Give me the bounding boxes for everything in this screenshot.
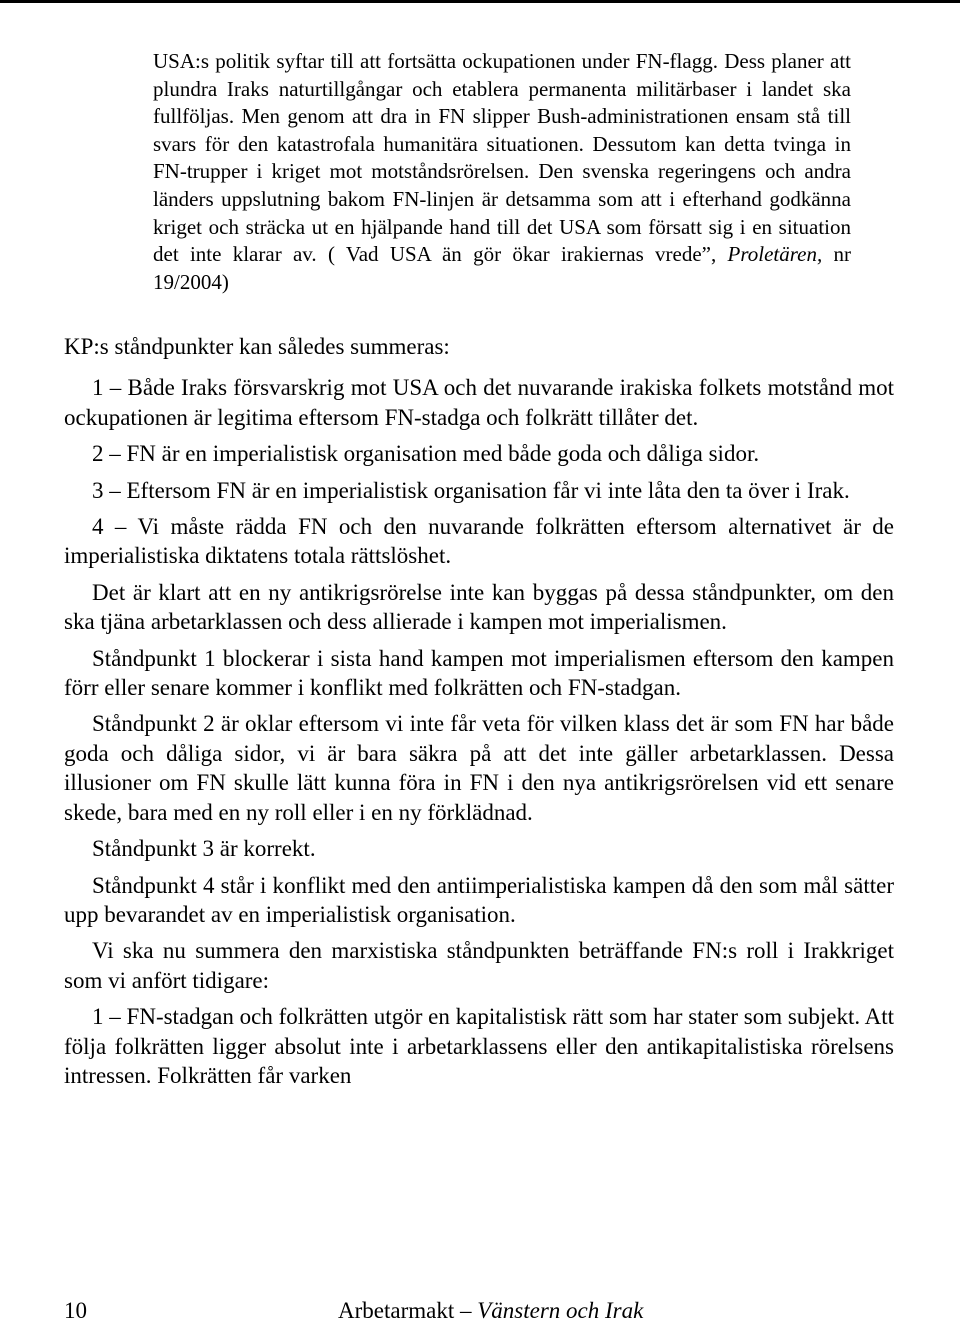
quote-text: USA:s politik syftar till att fortsätta ockupationen under FN-flagg. Dess planer att plundra Iraks naturtillgångar och etablera permanenta militärbaser i landet ska fullföljas. Men genom att dra in FN slipper Bush-administrationen ensam stå till svars för den katastrofala humanitära situationen. Dessutom kan detta tvinga in FN-trupper i kriget mot motståndsrörelsen. Den svenska regeringens och andra länders uppslutning bakom FN-linjen är detsamma som att i efterhand godkänna kriget och sträcka ut en hjälpande hand till det USA som försatt sig i en situation det inte klarar av. ( Vad USA än gör ökar irakiernas vrede”, bbox=[153, 49, 851, 267]
publication-name: Arbetarmakt bbox=[338, 1298, 455, 1323]
quote-paragraph bbox=[153, 48, 851, 296]
running-footer-title bbox=[338, 1298, 643, 1324]
quote-source-title: Proletären, bbox=[727, 242, 823, 267]
top-rule bbox=[0, 0, 960, 3]
point-3: 3 – Eftersom FN är en imperialistisk organisation får vi inte låta den ta över i Irak. bbox=[92, 477, 850, 503]
paragraph-standpoint-4: Ståndpunkt 4 står i konflikt med den antiimperialistiska kampen då den som mål sätter upp bevarandet av en imperialistisk organisation. bbox=[64, 872, 894, 927]
point-1: 1 – Både Iraks försvarskrig mot USA och det nuvarande irakiska folkets motstånd mot ockupationen är legitima eftersom FN-stadga och folkrätt tillåter det. bbox=[64, 375, 894, 430]
quote-source-issue: nr 19/2004) bbox=[153, 242, 852, 294]
paragraph-standpoint-3: Ståndpunkt 3 är korrekt. bbox=[92, 836, 316, 862]
paragraph-standpoint-2: Ståndpunkt 2 är oklar eftersom vi inte får veta för vilken klass det är som FN har både goda och dåliga sidor, vi är bara säkra på att det inte gäller arbetarklassen. Dessa illusioner om FN skulle lätt kunna föra in FN i den nya antikrigsrörelsen vid ett senare skede, bara med en ny roll eller i en ny förklädnad. bbox=[64, 711, 894, 825]
footer-dash: – bbox=[459, 1298, 472, 1323]
paragraph-marxist-summary: Vi ska nu summera den marxistiska ståndpunkten beträffande FN:s roll i Irakkriget som vi anfört tidigare: bbox=[64, 938, 894, 993]
main-text bbox=[64, 332, 894, 1097]
point-4: 4 – Vi måste rädda FN och den nuvarande folkrätten eftersom alternativet är de imperialistiska diktatens totala rättslöshet. bbox=[64, 514, 894, 569]
paragraph-conclusion: Det är klart att en ny antikrigsrörelse inte kan byggas på dessa ståndpunkter, om den ska tjäna arbetarklassen och dess allierade i kampen mot imperialismen. bbox=[64, 579, 894, 635]
publication-subtitle: Vänstern och Irak bbox=[477, 1298, 644, 1323]
paragraph-marxist-point-1: 1 – FN-stadgan och folkrätten utgör en kapitalistisk rätt som har stater som subjekt. Att följa folkrätten ligger absolut inte i arbetarklassens eller den antikapitalistiska rörelsens intressen. Folkrätten får varken bbox=[64, 1004, 894, 1088]
summary-intro: KP:s ståndpunkter kan således summeras: bbox=[64, 334, 450, 359]
block-quote bbox=[153, 48, 851, 296]
page-footer bbox=[64, 1296, 960, 1328]
point-2: 2 – FN är en imperialistisk organisation med både goda och dåliga sidor. bbox=[92, 441, 760, 467]
paragraph-standpoint-1: Ståndpunkt 1 blockerar i sista hand kampen mot imperialismen eftersom den kampen förr eller senare kommer i konflikt med folkrätten och FN-stadgan. bbox=[64, 645, 894, 701]
page-number: 10 bbox=[64, 1298, 87, 1323]
